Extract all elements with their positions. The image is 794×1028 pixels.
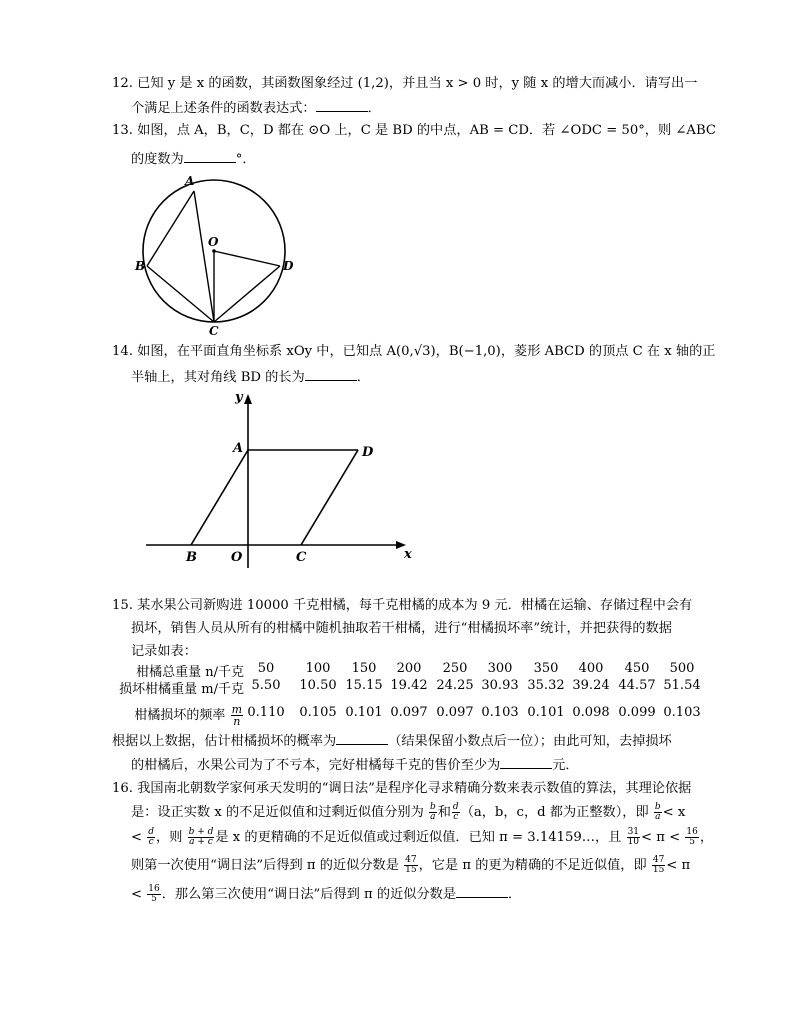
q16-line4c: < π — [666, 858, 691, 873]
segment-dc — [301, 450, 358, 545]
frac-num: 47 — [652, 855, 665, 865]
q13-line2-suffix: °． — [235, 152, 256, 167]
q15-line3: 记录如表： — [131, 644, 197, 659]
q16-line3d: < π < — [641, 830, 681, 845]
frac-47-15 — [404, 856, 417, 875]
frac-den: 15 — [405, 865, 417, 875]
frac-num: 47 — [405, 855, 417, 865]
frac-num: 31 — [627, 827, 640, 837]
label-d: D — [283, 259, 294, 273]
freq-cell: 0.103 — [663, 705, 701, 720]
n-cell: 150 — [351, 661, 377, 676]
frac-47-15-2 — [652, 856, 665, 875]
row-label-frequency — [112, 704, 244, 727]
freq-cell: 0.099 — [618, 705, 656, 720]
q16-line3b: ，则 — [156, 830, 183, 845]
row-label-m: 损坏柑橘重量 m/千克 — [119, 682, 244, 697]
frac-den: 15 — [652, 865, 665, 875]
q16-line1: 16. 我国南北朝数学家何承天发明的“调日法”是程序化寻求精确分数来表示数值的算法，其理论依据 — [112, 781, 692, 796]
frac-den: a + c — [189, 837, 213, 847]
frac-16-5-2 — [147, 885, 160, 904]
q16-line5 — [131, 885, 521, 904]
m-cell: 51.54 — [663, 678, 701, 693]
q15-after1-prefix: 根据以上数据，估计柑橘损坏的概率为 — [112, 734, 337, 749]
segment-ab — [147, 191, 194, 266]
q15-after2-prefix: 的柑橘后，水果公司为了不亏本，完好柑橘每千克的售价至少为 — [131, 758, 501, 773]
frac-16-5 — [685, 828, 698, 847]
row-label-n: 柑橘总重量 n/千克 — [136, 665, 244, 680]
segment-ab — [191, 450, 248, 545]
q15-price-blank[interactable] — [500, 756, 552, 769]
q16-line3a: < — [131, 830, 143, 845]
q15-line2: 损坏，销售人员从所有的柑橘中随机抽取若干柑橘，进行“柑橘损坏率”统计，并把获得的数据 — [131, 621, 672, 636]
q14-line2-prefix: 半轴上，其对角线 BD 的长为 — [131, 370, 305, 385]
q13-line2-prefix: 的度数为 — [131, 152, 184, 167]
frac-31-10 — [627, 828, 640, 847]
frac-den: a — [655, 812, 661, 822]
freq-cell: 0.110 — [247, 705, 285, 720]
q15-probability-blank[interactable] — [336, 732, 388, 745]
q14-line2 — [131, 368, 370, 387]
label-a: A — [233, 441, 244, 456]
q16-line3 — [131, 828, 713, 847]
n-cell: 450 — [624, 661, 650, 676]
m-cell: 24.25 — [436, 678, 474, 693]
q16-line2 — [131, 803, 685, 822]
n-cell: 100 — [305, 661, 331, 676]
n-cell: 200 — [396, 661, 422, 676]
q15-after-line1 — [112, 732, 672, 751]
q15-after2-suffix: 元． — [552, 758, 579, 773]
frac-d-over-c — [452, 803, 460, 822]
frac-den: c — [148, 837, 154, 847]
q13-line1: 13. 如图，点 A，B，C，D 都在 ⊙O 上，C 是 BD 的中点，AB = CD．若 ∠ODC = 50°，则 ∠ABC — [112, 123, 716, 138]
q14-answer-blank[interactable] — [305, 368, 357, 381]
frac-num: d — [148, 827, 155, 837]
m-cell: 44.57 — [618, 678, 656, 693]
frac-den: a — [430, 812, 436, 822]
label-c: C — [209, 324, 219, 337]
q15-line1: 15. 某水果公司新购进 10000 千克柑橘，每千克柑橘的成本为 9 元．柑橘在运输、存储过程中会有 — [112, 598, 693, 613]
label-c: C — [296, 550, 307, 565]
frac-den: c — [453, 812, 459, 822]
frac-den: 5 — [151, 894, 157, 904]
label-a: A — [185, 174, 195, 188]
frac-num: b + d — [188, 827, 214, 837]
freq-cell: 0.097 — [390, 705, 428, 720]
q16-answer-blank[interactable] — [456, 885, 508, 898]
n-cell: 400 — [578, 661, 604, 676]
q16-line3c: 是 x 的更精确的不足近似值或过剩近似值．已知 π = 3.14159…，且 — [215, 830, 622, 845]
segment-od — [214, 251, 280, 266]
m-cell: 30.93 — [481, 678, 519, 693]
q16-line4 — [131, 856, 690, 875]
label-d: D — [362, 445, 374, 460]
table-row-frequency — [112, 701, 712, 729]
q16-line3e: ， — [699, 830, 714, 845]
frac-num: 16 — [686, 827, 698, 837]
m-cell: 39.24 — [572, 678, 610, 693]
q14-line2-suffix: ． — [356, 370, 370, 385]
q14-coordinate-figure — [138, 386, 428, 576]
q16-line5b: ．那么第三次使用“调日法”后得到 π 的近似分数是 — [161, 887, 457, 902]
freq-cell: 0.103 — [481, 705, 519, 720]
q15-after-line2 — [131, 756, 579, 775]
q15-after1-suffix: （结果保留小数点后一位）；由此可知，去掉损坏 — [388, 734, 672, 749]
freq-cell: 0.101 — [345, 705, 383, 720]
q16-line2c: （a，b，c，d 都为正整数），即 — [460, 805, 649, 820]
frac-num: b — [429, 802, 436, 812]
q16-line2d: < x — [662, 805, 686, 820]
m-cell: 35.32 — [527, 678, 565, 693]
n-cell: 500 — [669, 661, 695, 676]
frac-num: 16 — [148, 884, 160, 894]
q16-line5a: < — [131, 887, 143, 902]
q16-line4b: ，它是 π 的更为精确的不足近似值，即 — [418, 858, 647, 873]
q13-line2 — [131, 150, 256, 169]
q16-line2a: 是：设正实数 x 的不足近似值和过剩近似值分别为 — [131, 805, 424, 820]
label-b: B — [186, 550, 197, 565]
frac-num: b — [654, 802, 661, 812]
m-cell: 15.15 — [345, 678, 383, 693]
q13-answer-blank[interactable] — [184, 150, 236, 163]
frac-num: m — [231, 703, 242, 716]
frac-mediant — [188, 828, 215, 847]
frequency-label-text: 柑橘损坏的频率 — [134, 708, 226, 723]
q12-line2-prefix: 个满足上述条件的函数表达式： — [131, 101, 316, 116]
frac-b-over-a-2 — [654, 803, 662, 822]
q14-line1: 14. 如图，在平面直角坐标系 xOy 中，已知点 A(0,√3)，B(−1,0)，菱形 ABCD 的顶点 C 在 x 轴的正 — [112, 344, 716, 359]
freq-cell: 0.097 — [436, 705, 474, 720]
frac-den: 10 — [627, 837, 640, 847]
q13-circle-figure — [130, 172, 300, 337]
n-cell: 350 — [533, 661, 559, 676]
freq-cell: 0.101 — [527, 705, 565, 720]
label-y: y — [235, 390, 243, 405]
frac-den: 5 — [689, 837, 695, 847]
label-x: x — [404, 547, 412, 562]
frac-d-over-c-2 — [147, 828, 155, 847]
m-cell: 19.42 — [390, 678, 428, 693]
table-row-m — [112, 678, 712, 698]
q12-line2-suffix: ． — [367, 101, 381, 116]
m-cell: 10.50 — [299, 678, 337, 693]
freq-cell: 0.105 — [299, 705, 337, 720]
n-cell: 250 — [442, 661, 468, 676]
segment-ac — [194, 191, 214, 322]
q12-line1: 12. 已知 y 是 x 的函数，其函数图象经过 (1,2)，并且当 x > 0 时，y 随 x 的增大而减小．请写出一 — [112, 76, 698, 91]
frac-num: d — [452, 802, 459, 812]
n-cell: 300 — [487, 661, 513, 676]
center-dot — [212, 249, 216, 253]
q12-answer-blank[interactable] — [316, 99, 368, 112]
q16-line2b: 和 — [437, 805, 451, 820]
frac-b-over-a — [429, 803, 437, 822]
q16-line4a: 则第一次使用“调日法”后得到 π 的近似分数是 — [131, 858, 399, 873]
y-axis-arrow — [244, 394, 252, 404]
n-cell: 50 — [257, 661, 275, 676]
freq-cell: 0.098 — [572, 705, 610, 720]
label-b: B — [135, 259, 146, 273]
label-o: O — [208, 235, 219, 249]
q12-line2 — [131, 99, 381, 118]
q16-line5c: ． — [508, 887, 522, 902]
frac-den: n — [233, 715, 241, 728]
m-cell: 5.50 — [251, 678, 281, 693]
label-o: O — [231, 550, 243, 565]
